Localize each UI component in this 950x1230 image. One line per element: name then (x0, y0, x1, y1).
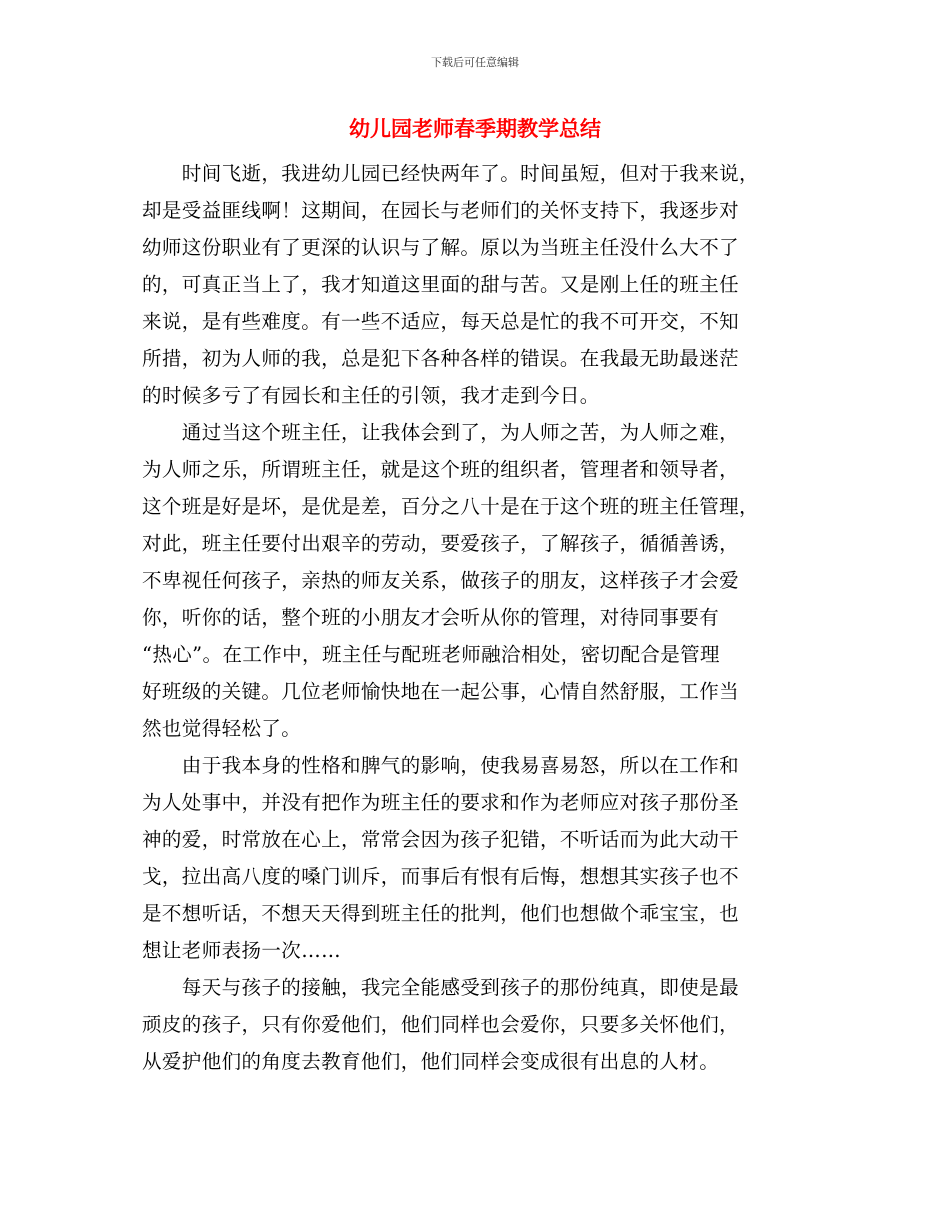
document-title: 幼儿园老师春季期教学总结 (349, 117, 601, 141)
header-note: 下载后可任意编辑 (431, 56, 519, 69)
document-body (142, 155, 810, 1080)
paragraph-2: 通过当这个班主任，让我体会到了，为人师之苦，为人师之难， 为人师之乐，所谓班主任，就是这个班的组织者，管理者和领导者， 这个班是好是坏，是优是差，百分之八十是在于这个班的班主任管理， 对此，班主任要付出艰辛的劳动，要爱孩子，了解孩子，循循善诱， 不卑视任何孩子，亲热的师友关系，做孩子的朋友，这样孩子才会爱 你，听你的话，整个班的小朋友才会听从你的管理，对待同事要有 “热心”。在工作中，班主任与配班老师融洽相处，密切配合是管理 好班级的关键。几位老师愉快地在一起公事，心情自然舒服，工作当 然也觉得轻松了。 (142, 421, 759, 740)
paragraph-1: 时间飞逝，我进幼儿园已经快两年了。时间虽短，但对于我来说， 却是受益匪线啊！这期间，在园长与老师们的关怀支持下，我逐步对 幼师这份职业有了更深的认识与了解。原以为当班主任没什么大不了 的，可真正当上了，我才知道这里面的甜与苦。又是刚上任的班主任 来说，是有些难度。有一些不适应，每天总是忙的我不可开交，不知 所措，初为人师的我，总是犯下各种各样的错误。在我最无助最迷茫 的时候多亏了有园长和主任的引领，我才走到今日。 (142, 162, 759, 407)
paragraph-3: 由于我本身的性格和脾气的影响，使我易喜易怒，所以在工作和 为人处事中，并没有把作为班主任的要求和作为老师应对孩子那份圣 神的爱，时常放在心上，常常会因为孩子犯错，不听话而为此大动干 戈，拉出高八度的嗓门训斥，而事后有恨有后悔，想想其实孩子也不 是不想听话，不想天天得到班主任的批判，他们也想做个乖宝宝，也 想让老师表扬一次…… (142, 754, 740, 962)
paragraph-4: 每天与孩子的接触，我完全能感受到孩子的那份纯真，即使是最 顽皮的孩子，只有你爱他们，他们同样也会爱你，只要多关怀他们， 从爱护他们的角度去教育他们，他们同样会变成很有出息的人材。 (142, 976, 740, 1073)
